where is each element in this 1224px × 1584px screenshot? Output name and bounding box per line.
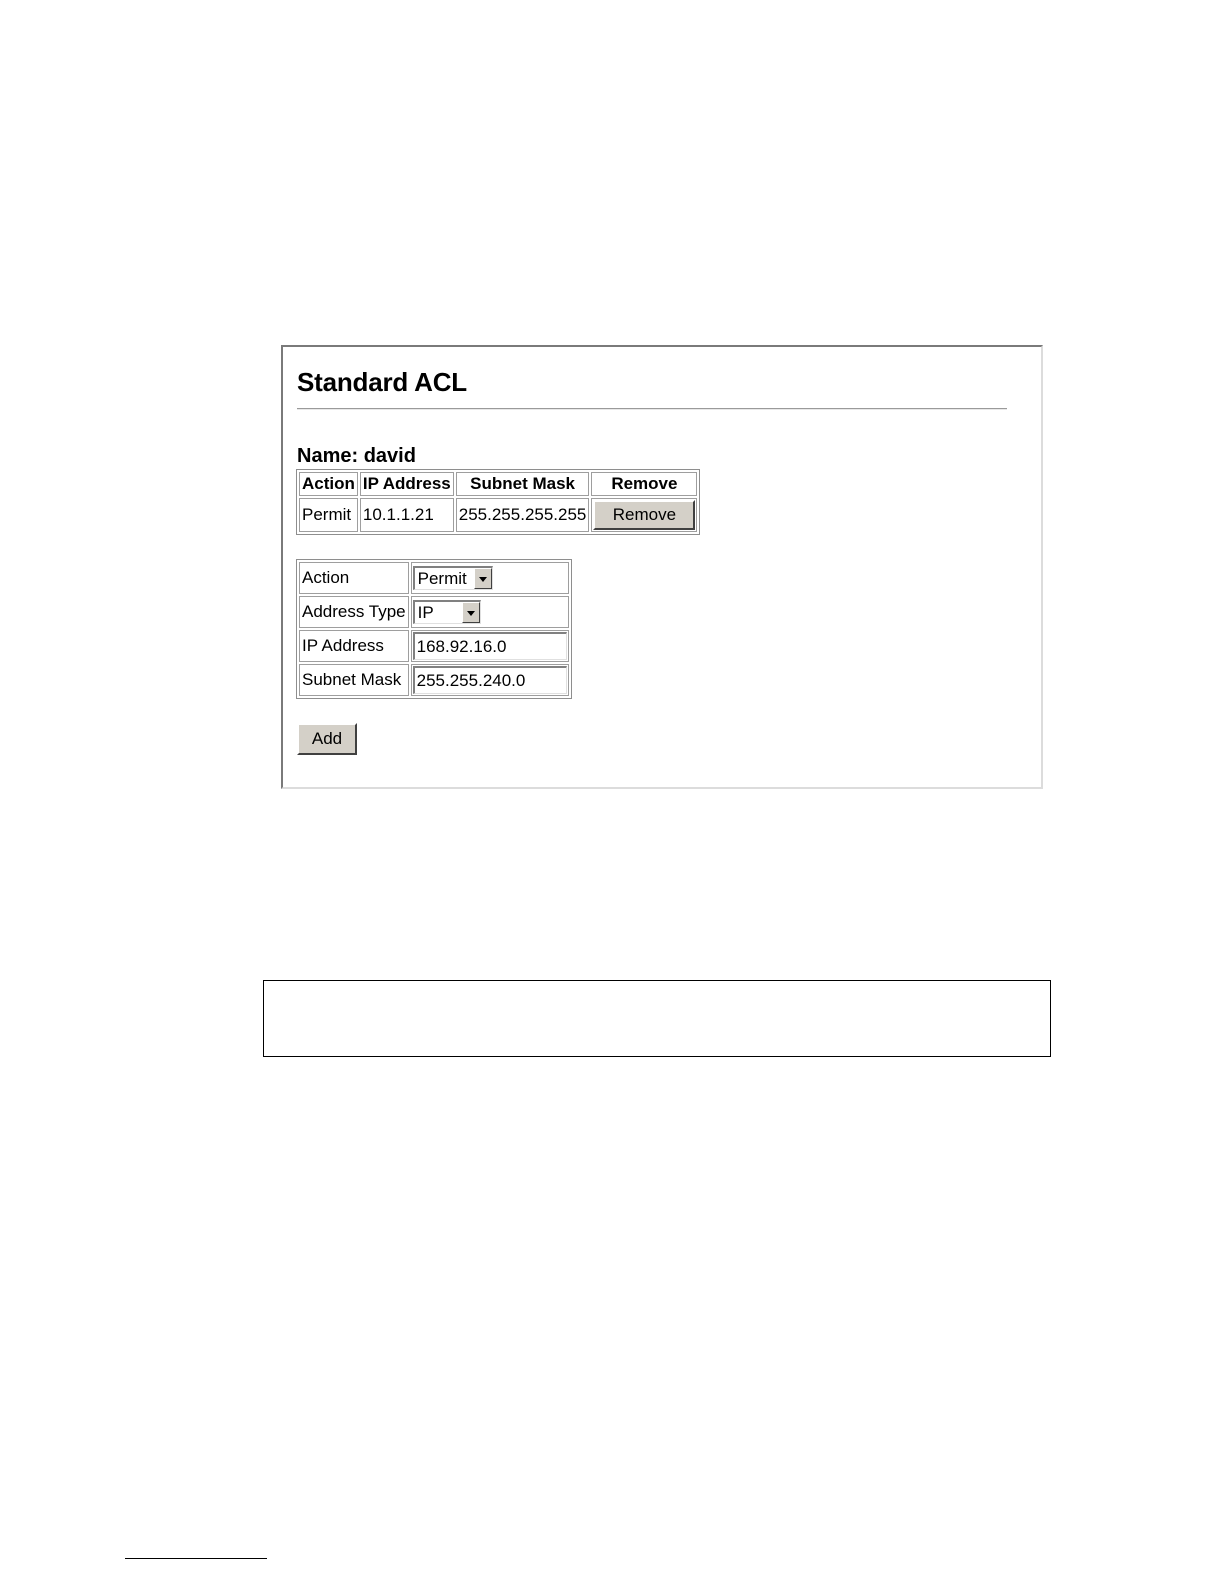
remove-button[interactable]: Remove: [593, 500, 695, 530]
table-header-row: [299, 472, 697, 496]
ip-address-label: IP Address: [299, 630, 409, 662]
chevron-down-icon[interactable]: [462, 602, 480, 623]
table-row: [299, 498, 697, 532]
add-button[interactable]: Add: [297, 723, 357, 755]
form-row-subnet-mask: [299, 664, 569, 696]
column-header-remove: Remove: [591, 472, 697, 496]
form-row-ip-address: [299, 630, 569, 662]
address-type-select-value: IP: [417, 603, 434, 622]
row-subnet-mask-cell: 255.255.255.255: [456, 498, 590, 532]
footnote-divider: [125, 1558, 267, 1559]
title-divider: [297, 408, 1007, 410]
acl-name-value: david: [363, 445, 416, 467]
ip-address-control-cell: [411, 630, 569, 662]
acl-name-label: Name:: [297, 445, 359, 467]
subnet-mask-input[interactable]: [413, 666, 567, 694]
column-header-ip-address: IP Address: [360, 472, 454, 496]
chevron-down-icon[interactable]: [474, 568, 492, 589]
row-action-cell: Permit: [299, 498, 358, 532]
standard-acl-panel: [281, 345, 1043, 789]
subnet-mask-label: Subnet Mask: [299, 664, 409, 696]
row-remove-cell: [591, 498, 697, 532]
action-select-value: Permit: [417, 569, 467, 588]
acl-rules-table: [296, 469, 700, 535]
action-control-cell: [411, 562, 569, 594]
subnet-mask-control-cell: [411, 664, 569, 696]
action-label: Action: [299, 562, 409, 594]
add-rule-form: [296, 559, 572, 699]
form-row-action: [299, 562, 569, 594]
address-type-control-cell: [411, 596, 569, 628]
acl-name-heading: [297, 445, 416, 468]
column-header-action: Action: [299, 472, 358, 496]
column-header-subnet-mask: Subnet Mask: [456, 472, 590, 496]
page-title: Standard ACL: [297, 367, 467, 397]
row-ip-address-cell: 10.1.1.21: [360, 498, 454, 532]
action-select[interactable]: [413, 566, 493, 590]
ip-address-input[interactable]: [413, 632, 567, 660]
form-row-address-type: [299, 596, 569, 628]
address-type-label: Address Type: [299, 596, 409, 628]
note-box: [263, 980, 1051, 1057]
address-type-select[interactable]: [413, 600, 481, 624]
